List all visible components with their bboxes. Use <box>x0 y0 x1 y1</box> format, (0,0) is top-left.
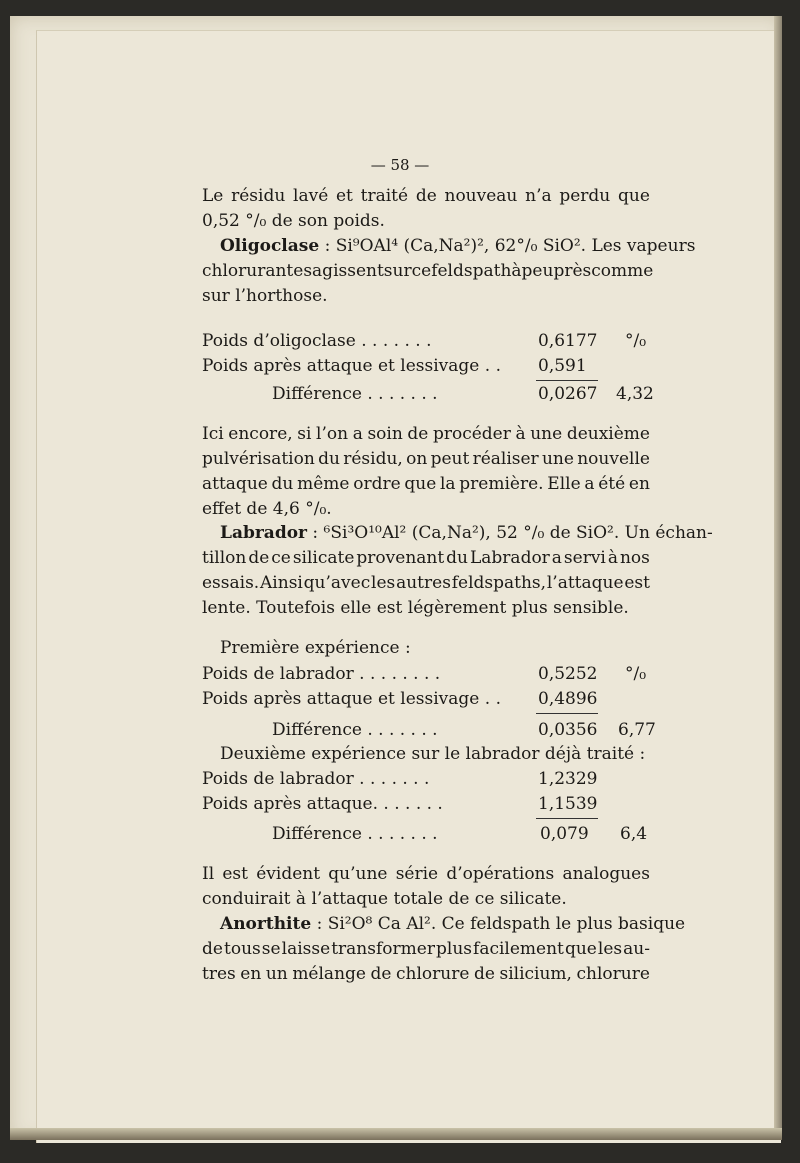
word: silicate <box>292 548 355 568</box>
word: peu <box>521 261 554 281</box>
experience1-row1-unit: °/₀ <box>625 664 647 684</box>
oligoclase-row1-unit: °/₀ <box>625 331 647 351</box>
labrador-formula: : ⁶Si³O¹⁰Al² (Ca,Na²), 52 °/₀ de SiO². Un échan- <box>312 523 713 543</box>
oligoclase-row3-value: 0,0267 <box>538 384 598 404</box>
word: peut <box>430 449 470 469</box>
word: et <box>336 186 353 206</box>
word: n’a <box>525 186 552 206</box>
oligoclase-row1-value: 0,6177 <box>538 331 598 351</box>
labrador-heading-line <box>220 523 713 543</box>
word: nos <box>619 548 650 568</box>
word: au- <box>623 939 650 959</box>
experience2-row3-unit: 6,4 <box>620 824 648 844</box>
word: série <box>395 864 439 884</box>
word: Le <box>202 186 224 206</box>
experience2-row3-value: 0,079 <box>540 824 589 844</box>
word: soin <box>367 424 403 444</box>
word: tres <box>202 964 236 984</box>
word: essais. <box>202 573 260 593</box>
paragraph3-line1 <box>202 864 650 884</box>
word: on <box>406 449 428 469</box>
experience2-sum-rule <box>536 818 598 819</box>
oligoclase-row3-label: Différence . . . . . . . <box>272 384 438 404</box>
oligoclase-row2-label: Poids après attaque et lessivage . . <box>202 356 501 376</box>
labrador-line2 <box>202 548 650 568</box>
word: deuxième <box>566 424 650 444</box>
word: analogues <box>562 864 650 884</box>
word: du <box>446 548 469 568</box>
paragraph2-line4: effet de 4,6 °/₀. <box>202 499 332 519</box>
word: à <box>607 548 618 568</box>
experience1-heading: Première expérience : <box>220 638 411 658</box>
word: tous <box>224 939 261 959</box>
word: d’opérations <box>446 864 555 884</box>
word: si <box>297 424 312 444</box>
word: sur <box>383 261 412 281</box>
oligoclase-line2 <box>202 261 654 281</box>
anorthite-title: Anorthite <box>220 914 312 934</box>
word: pulvérisation <box>202 449 315 469</box>
word: réaliser <box>472 449 539 469</box>
word: en <box>240 964 262 984</box>
word: que <box>404 474 437 494</box>
word: de <box>415 186 437 206</box>
word: première. <box>459 474 544 494</box>
word: perdu <box>559 186 611 206</box>
word: été <box>598 474 626 494</box>
word: que <box>618 186 650 206</box>
word: Labrador <box>470 548 550 568</box>
word: de <box>370 964 392 984</box>
word: évident <box>256 864 321 884</box>
word: l’on <box>316 424 349 444</box>
word: même <box>297 474 350 494</box>
oligoclase-row1-label: Poids d’oligoclase . . . . . . . <box>202 331 432 351</box>
word: de <box>202 939 223 959</box>
word: du <box>271 474 294 494</box>
oligoclase-sum-rule <box>536 380 598 381</box>
word: un <box>265 964 288 984</box>
word: que <box>564 939 597 959</box>
labrador-line3 <box>202 573 650 593</box>
word: qu’avec <box>303 573 371 593</box>
word: chlorurantes <box>202 261 313 281</box>
word: comme <box>591 261 654 281</box>
oligoclase-heading-line <box>220 236 695 256</box>
paragraph2-line2 <box>202 449 650 469</box>
word: en <box>628 474 650 494</box>
word: une <box>530 424 563 444</box>
paragraph2-line1 <box>202 424 650 444</box>
word: encore, <box>228 424 293 444</box>
paragraph2-line3 <box>202 474 650 494</box>
experience1-row2-value: 0,4896 <box>538 689 598 709</box>
word: l’attaque <box>546 573 624 593</box>
word: feldspaths, <box>451 573 547 593</box>
oligoclase-row3-unit: 4,32 <box>616 384 654 404</box>
word: facilement <box>473 939 564 959</box>
page-spine <box>774 16 782 1140</box>
word: du <box>318 449 340 469</box>
word: de <box>473 964 495 984</box>
labrador-line4: lente. Toutefois elle est légèrement plus sensible. <box>202 598 629 618</box>
word: résidu, <box>343 449 403 469</box>
word: autres <box>396 573 451 593</box>
experience2-row1-label: Poids de labrador . . . . . . . <box>202 769 430 789</box>
word: chlorure <box>576 964 650 984</box>
word: a <box>551 548 562 568</box>
word: près <box>553 261 592 281</box>
experience1-row2-label: Poids après attaque et lessivage . . <box>202 689 501 709</box>
word: provenant <box>356 548 445 568</box>
word: a <box>584 474 595 494</box>
word: est <box>624 573 650 593</box>
word: se <box>261 939 281 959</box>
anorthite-formula: : Si²O⁸ Ca Al². Ce feldspath le plus basique <box>316 914 686 934</box>
word: lavé <box>293 186 329 206</box>
word: la <box>439 474 456 494</box>
word: Ici <box>202 424 224 444</box>
word: nouvelle <box>577 449 650 469</box>
word: ce <box>411 261 432 281</box>
word: est <box>222 864 248 884</box>
paragraph1-line1 <box>202 186 650 206</box>
experience1-row3-label: Différence . . . . . . . <box>272 720 438 740</box>
word: procéder <box>432 424 511 444</box>
word: feldspath <box>431 261 512 281</box>
oligoclase-line3: sur l’horthose. <box>202 286 328 306</box>
word: de <box>248 548 270 568</box>
word: silicium, <box>499 964 572 984</box>
word: attaque <box>202 474 268 494</box>
word: traité <box>360 186 409 206</box>
word: chlorure <box>396 964 470 984</box>
word: agissent <box>312 261 384 281</box>
page-number: — 58 — <box>370 156 430 174</box>
oligoclase-title: Oligoclase <box>220 236 320 256</box>
anorthite-heading-line <box>220 914 685 934</box>
word: les <box>371 573 396 593</box>
word: laisse <box>281 939 331 959</box>
experience1-sum-rule <box>536 713 598 714</box>
word: Ainsi <box>260 573 303 593</box>
anorthite-line2 <box>202 939 650 959</box>
word: tillon <box>202 548 247 568</box>
experience1-row1-value: 0,5252 <box>538 664 598 684</box>
experience2-row1-value: 1,2329 <box>538 769 598 789</box>
word: ordre <box>353 474 401 494</box>
word: à <box>515 424 526 444</box>
word: les <box>597 939 623 959</box>
word: servi <box>563 548 606 568</box>
experience1-row3-value: 0,0356 <box>538 720 598 740</box>
oligoclase-row2-value: 0,591 <box>538 356 587 376</box>
word: de <box>407 424 429 444</box>
word: une <box>541 449 574 469</box>
word: résidu <box>231 186 286 206</box>
word: Il <box>202 864 215 884</box>
anorthite-line3 <box>202 964 650 984</box>
paragraph3-line2: conduirait à l’attaque totale de ce silicate. <box>202 889 567 909</box>
word: à <box>511 261 522 281</box>
word: ce <box>271 548 291 568</box>
word: transformer <box>331 939 435 959</box>
labrador-title: Labrador <box>220 523 308 543</box>
experience2-row2-value: 1,1539 <box>538 794 598 814</box>
word: mélange <box>292 964 366 984</box>
experience1-row1-label: Poids de labrador . . . . . . . . <box>202 664 441 684</box>
word: nouveau <box>444 186 518 206</box>
experience2-row2-label: Poids après attaque. . . . . . . <box>202 794 443 814</box>
paragraph1-line2: 0,52 °/₀ de son poids. <box>202 211 385 231</box>
word: plus <box>436 939 472 959</box>
page-bottom-edge <box>10 1128 782 1140</box>
experience1-row3-unit: 6,77 <box>618 720 656 740</box>
experience2-row3-label: Différence . . . . . . . <box>272 824 438 844</box>
word: a <box>352 424 363 444</box>
experience2-heading: Deuxième expérience sur le labrador déjà traité : <box>220 744 646 764</box>
oligoclase-formula: : Si⁹OAl⁴ (Ca,Na²)², 62°/₀ SiO². Les vapeurs <box>324 236 696 256</box>
word: Elle <box>547 474 581 494</box>
word: qu’une <box>328 864 388 884</box>
